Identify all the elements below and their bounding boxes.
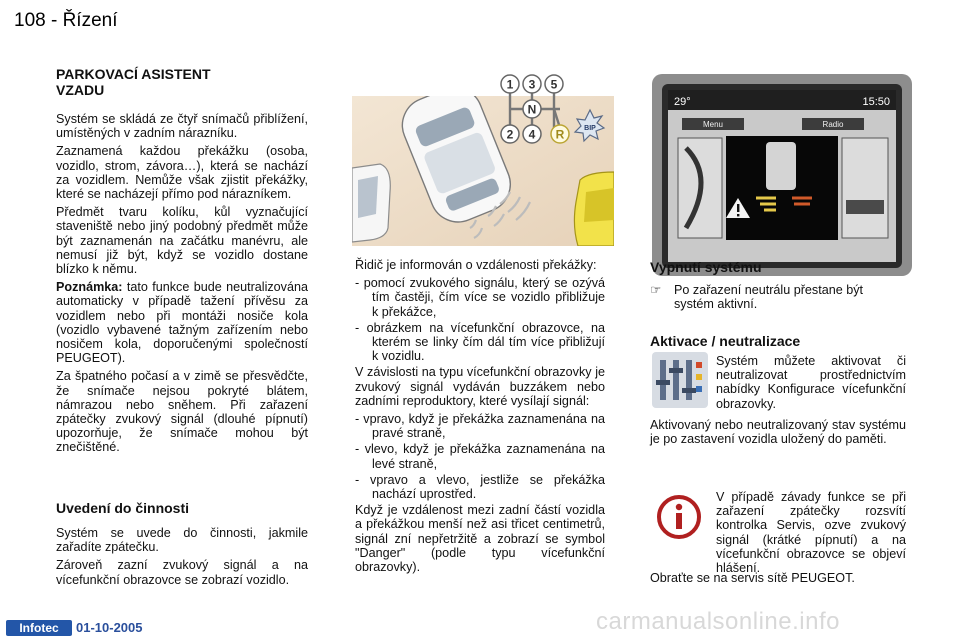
gear-4	[523, 125, 541, 143]
print-date: 01-10-2005	[76, 620, 143, 635]
heading-activation: Uvedení do činnosti	[56, 500, 190, 516]
gear-neutral	[523, 100, 541, 118]
car-symbol	[766, 142, 796, 190]
note-label: Poznámka:	[56, 280, 123, 295]
right-parked-car	[574, 172, 614, 246]
warning-methods-list	[355, 276, 605, 363]
service-paragraph: Obraťte se na servis sítě PEUGEOT.	[650, 571, 855, 585]
pointing-hand-icon: ☞	[650, 283, 662, 297]
svg-text:BIP: BIP	[584, 125, 596, 132]
memory-text-block	[650, 418, 906, 450]
speaker-paragraph: V závislosti na typu vícefunkční obrazovky je zvukový signál vydáván buzzákem nebo zadními reproduktory, které vysílají signál:	[355, 365, 605, 408]
screen-clock: 15:50	[862, 96, 890, 108]
weather-paragraph: Za špatného počasí a v zimě se přesvědčte, že snímače nejsou pokryté blátem, námrazou nebo sněhem. Při zařazení zpátečky zvukový signál (dlouhé pípnutí) upozorňuje, že snímače mohou být znečištěné.	[56, 369, 308, 455]
list-item: - vlevo, když je překážka zaznamenána na levé straně,	[355, 442, 605, 471]
svg-text:1: 1	[506, 77, 514, 92]
note-text: tato funkce bude neutralizována automaticky v případě tažení přívěsu za vozidlem nebo při montáži nosiče kola (vozidlo vybavené tažným zařízením nebo nosičem kola, doporučenými společností PEUGEOT).	[56, 280, 308, 366]
info-icon	[656, 494, 702, 540]
left-column	[56, 66, 308, 459]
object-paragraph: Předmět tvaru kolíku, kůl vyznačující staveniště nebo jiný podobný předmět může být zaznamenán na začátku manévru, ale nemusí již být, když se vozidlo dostane blízko k němu.	[56, 205, 308, 277]
activation-text-block	[716, 354, 906, 415]
svg-text:2: 2	[506, 127, 514, 142]
beep-starburst-icon	[575, 110, 604, 141]
speaker-side-list	[355, 412, 605, 501]
left-column-lower	[56, 500, 308, 591]
screen-radio-tab: Radio	[822, 120, 844, 129]
danger-paragraph: Když je vzdálenost mezi zadní částí vozidla a překážkou menší než asi třicet centimetrů, signál zní nepřetržitě a zobrazí se symbol "Danger" (podle typu vícefunkční obrazovky).	[355, 503, 605, 575]
configuration-icon	[652, 352, 708, 408]
intro-paragraph: Systém se skládá ze čtyř snímačů přiblížení, umístěných v zadním nárazníku.	[56, 112, 308, 141]
list-item: - obrázkem na vícefunkční obrazovce, na kterém se linky čím dál tím více přibližují k vozidlu.	[355, 320, 605, 364]
infotec-logo: Infotec	[6, 620, 72, 636]
service-text-block	[650, 571, 906, 589]
heading-switch-off: Vypnutí systému	[650, 259, 762, 275]
gear-3	[523, 75, 541, 93]
memory-paragraph: Aktivovaný nebo neutralizovaný stav systému je po zastavení vozidla uložený do paměti.	[650, 418, 906, 447]
section-title-parking-assistant: PARKOVACÍ ASISTENT VZADU	[56, 66, 211, 98]
gear-1	[501, 75, 519, 93]
svg-text:R: R	[555, 127, 565, 142]
list-item: - pomocí zvukového signálu, který se ozývá tím častěji, čím více se vozidlo přibližuje k překážce,	[355, 276, 605, 319]
svg-text:N: N	[527, 102, 537, 117]
detection-paragraph: Zaznamená každou překážku (osoba, vozidlo, strom, závora…), která se nachází za vozidlem. Nemůže však zjistit překážky, které se nacházejí přímo pod nárazníkem.	[56, 144, 308, 202]
screen-temperature: 29°	[674, 96, 691, 108]
signal-paragraph: Zároveň zazní zvukový signál a na vícefunkční obrazovce se zobrazí vozidlo.	[56, 558, 308, 587]
gear-shift-diagram	[490, 70, 608, 170]
page-header: 108 - Řízení	[14, 10, 118, 31]
middle-column	[355, 258, 605, 578]
driver-informed-paragraph: Řidič je informován o vzdálenosti překážky:	[355, 258, 597, 272]
right-column	[650, 259, 906, 349]
gear-5	[545, 75, 563, 93]
list-item: - vpravo a vlevo, jestliže se překážka nachází uprostřed.	[355, 472, 605, 502]
svg-text:4: 4	[528, 127, 536, 142]
watermark: carmanualsonline.info	[596, 608, 840, 635]
switch-off-item	[650, 283, 906, 311]
gear-2	[501, 125, 519, 143]
screen-menu-tab: Menu	[702, 120, 724, 129]
fault-paragraph: V případě závady funkce se při zařazení zpátečky rozsvítí kontrolka Servis, ozve zvukový signál (krátké pípnutí) a na vícefunkční obrazovce se objeví hlášení.	[716, 490, 906, 576]
svg-text:3: 3	[528, 77, 536, 92]
gear-reverse	[551, 125, 569, 143]
heading-activation-neutralization: Aktivace / neutralizace	[650, 333, 801, 350]
svg-text:5: 5	[550, 77, 558, 92]
fault-text-block	[716, 490, 906, 579]
note-paragraph	[56, 280, 308, 365]
multifunction-screen	[652, 74, 912, 276]
activation-menu-paragraph: Systém můžete aktivovat či neutralizovat prostřednictvím nabídky Konfigurace vícefunkční obrazovky.	[716, 354, 906, 411]
activation-paragraph: Systém se uvede do činnosti, jakmile zařadíte zpátečku.	[56, 526, 308, 555]
list-item: - vpravo, když je překážka zaznamenána na pravé straně,	[355, 412, 605, 441]
left-parked-car	[352, 164, 390, 242]
switch-off-text: Po zařazení neutrálu přestane být systém aktivní.	[674, 283, 864, 312]
